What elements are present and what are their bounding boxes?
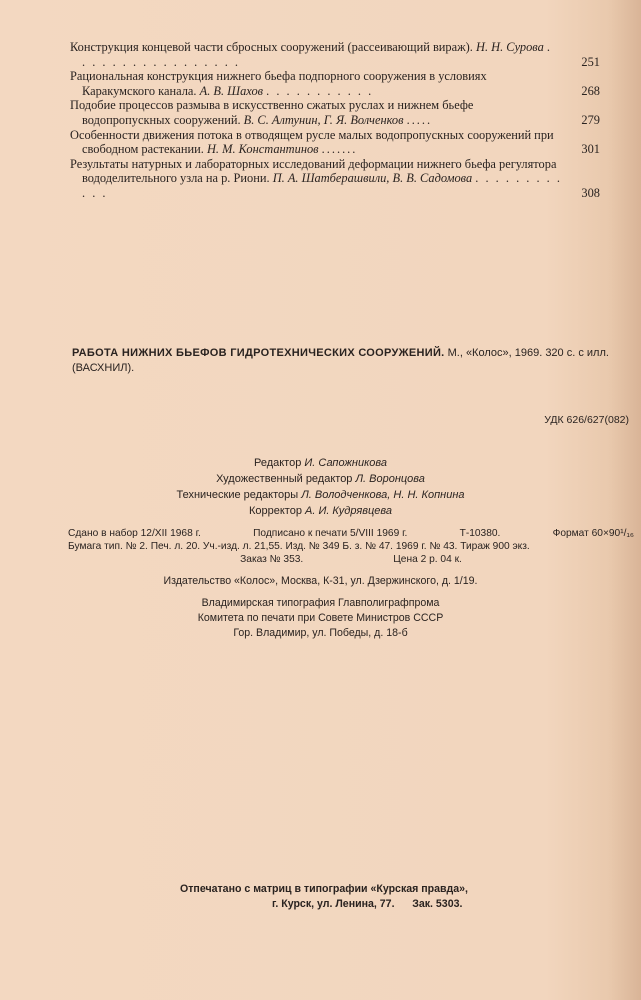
footer-order: Зак. 5303. xyxy=(412,898,463,910)
imprint-row xyxy=(68,540,634,553)
credit-role: Технические редакторы xyxy=(176,489,299,501)
credit-names: А. И. Кудрявцева xyxy=(305,505,393,517)
toc-authors: А. В. Шахов xyxy=(199,83,264,98)
toc-page: 251 xyxy=(581,54,600,69)
imprint-field: Цена 2 р. 04 к. xyxy=(393,554,462,565)
printing-house xyxy=(0,596,641,641)
imprint-row xyxy=(68,553,634,566)
imprint-field: Заказ № 353. xyxy=(240,554,304,565)
toc-authors: Н. М. Константинов xyxy=(206,142,319,157)
credit-line xyxy=(0,503,641,519)
printing-house-line: Комитета по печати при Совете Министров СССР xyxy=(197,612,444,624)
footer-line: Отпечатано с матриц в типографии «Курская правда», xyxy=(180,883,468,895)
toc-title: Особенности движения потока в отводящем русле малых водопропускных сооружений при свободном растекании. xyxy=(70,127,554,157)
credit-role: Художественный редактор xyxy=(216,473,353,485)
toc-page: 279 xyxy=(581,112,600,127)
colophon xyxy=(0,455,641,641)
toc-entry: Результаты натурных и лабораторных исследований деформации нижнего бьефа регулятора вододелительного узла на р. Риони. П. А. Шатберашвили, В. В. Садомова . . . . . . . . . . . . 308 xyxy=(70,156,600,200)
toc-entry: Подобие процессов размыва в искусственно сжатых руслах и нижнем бьефе водопропускных сооружений. В. С. Алтунин, Г. Я. Волченков ..... 279 xyxy=(70,98,600,127)
credit-names: И. Сапожникова xyxy=(304,457,388,469)
credit-role: Корректор xyxy=(248,505,302,517)
printing-house-line: Владимирская типография Главполиграфпрома xyxy=(201,597,440,609)
publisher-address: Издательство «Колос», Москва, К-31, ул. Дзержинского, д. 1/19. xyxy=(163,575,478,587)
footer-address: г. Курск, ул. Ленина, 77. xyxy=(272,898,395,910)
credit-line xyxy=(0,471,641,487)
imprint-field: Бумага тип. № 2. Печ. л. 20. Уч.-изд. л. 21,55. Изд. № 349 Б. з. № 47. 1969 г. № 43. Тираж 900 экз. xyxy=(68,541,530,552)
imprint xyxy=(68,527,634,566)
toc-authors: В. С. Алтунин, Г. Я. Волченков xyxy=(243,112,404,127)
printing-house-line: Гор. Владимир, ул. Победы, д. 18-б xyxy=(233,627,408,639)
print-footer xyxy=(180,882,468,912)
toc-page: 301 xyxy=(581,142,600,157)
toc-authors: П. А. Шатберашвили, В. В. Садомова xyxy=(272,171,473,186)
toc-entry: Особенности движения потока в отводящем русле малых водопропускных сооружений при свободном растекании. Н. М. Константинов ....... 301 xyxy=(70,127,600,157)
book-title: РАБОТА НИЖНИХ БЬЕФОВ ГИДРОТЕХНИЧЕСКИХ СООРУЖЕНИЙ. xyxy=(72,347,445,359)
toc-title: Рациональная конструкция нижнего бьефа подпорного сооружения в условиях Каракумского канала. xyxy=(70,69,487,98)
credit-role: Редактор xyxy=(253,457,302,469)
udk-code: УДК 626/627(082) xyxy=(544,414,629,426)
credit-line xyxy=(0,487,641,503)
imprint-field: Т-10380. xyxy=(459,528,501,539)
book-details: М., «Колос», 1969. 320 с. с илл. (ВАСХНИЛ). xyxy=(72,347,609,374)
bibliographic-record xyxy=(72,346,632,376)
toc-page: 308 xyxy=(581,185,600,200)
footer-line xyxy=(180,897,468,912)
credit-names: Л. Воронцова xyxy=(355,473,425,485)
toc-page: 268 xyxy=(581,83,600,98)
credit-names: Л. Володченкова, Н. Н. Копнина xyxy=(301,489,465,501)
toc-title: Конструкция концевой части сбросных сооружений (рассеивающий вираж). xyxy=(70,40,473,54)
table-of-contents xyxy=(70,40,600,201)
credit-line xyxy=(0,455,641,471)
toc-title: Результаты натурных и лабораторных исследований деформации нижнего бьефа регулятора вододелительного узла на р. Риони. xyxy=(70,156,557,186)
imprint-field: Формат 60×90¹/₁₆ xyxy=(552,528,634,539)
toc-title: Подобие процессов размыва в искусственно сжатых руслах и нижнем бьефе водопропускных сооружений. xyxy=(70,98,474,127)
credits xyxy=(0,455,641,519)
toc-entry: Конструкция концевой части сбросных сооружений (рассеивающий вираж). Н. Н. Сурова . . . . . . . . . . . . . . . . . 251 xyxy=(70,40,600,69)
imprint-field: Подписано к печати 5/VIII 1969 г. xyxy=(253,528,408,539)
toc-entry: Рациональная конструкция нижнего бьефа подпорного сооружения в условиях Каракумского канала. А. В. Шахов . . . . . . . . . . . 268 xyxy=(70,69,600,98)
imprint-field: Сдано в набор 12/XII 1968 г. xyxy=(68,528,201,539)
toc-authors: Н. Н. Сурова xyxy=(476,40,544,54)
imprint-row xyxy=(68,527,634,540)
